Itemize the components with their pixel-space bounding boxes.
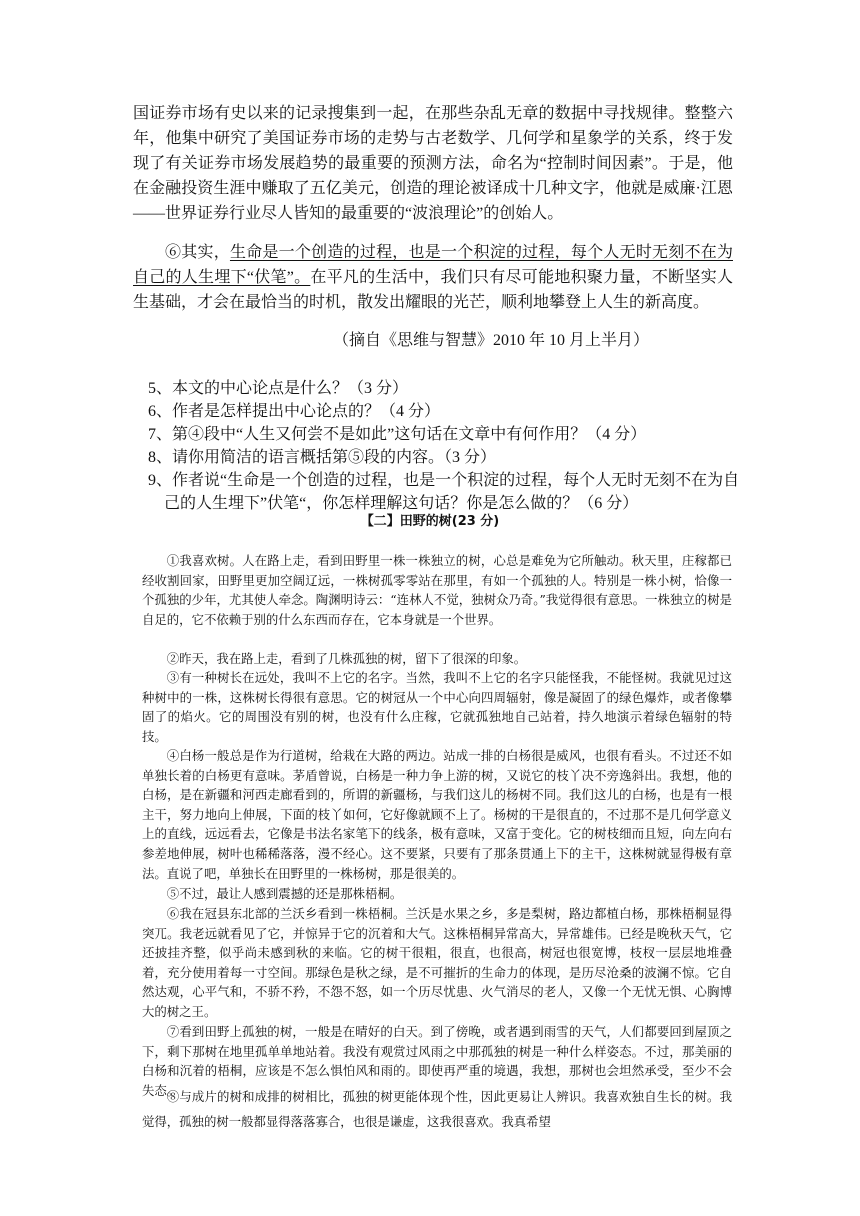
paragraph-6-underlined-sentence: 生命是一个创造的过程，也是一个积淀的过程，每个人无时无刻不在为自己的人生埋下“伏笔”。 — [133, 244, 733, 286]
question-5: 5、本文的中心论点是什么？（3 分） — [148, 380, 409, 397]
section-2-paragraph-3: ③有一种树长在远处，我叫不上它的名字。当然，我叫不上它的名字只能怪我，不能怪树。我就见过这种树中的一株，这株树长得很有意思。它的树冠从一个中心向四周辐射，像是凝固了的绿色爆炸，或者像攀固了的焰火。它的周围没有别的树，也没有什么庄稼，它就孤独地自己站着，持久地演示着绿色辐射的特技。 — [142, 670, 732, 744]
question-8: 8、请你用简洁的语言概括第⑤段的内容。（3 分） — [148, 449, 497, 466]
section-2-paragraph-6: ⑥我在冠县东北部的兰沃乡看到一株梧桐。兰沃是水果之乡，多是梨树，路边都植白杨，那株梧桐显得突兀。我老远就看见了它，并惊异于它的沉着和大气。这株梧桐异常高大，异常雄伟。已经是晚秋天气，它还披挂齐整，似乎尚未感到秋的来临。它的树干很粗，很直，也很高，树冠也很宽博，枝杈一层层地堆叠着，充分使用着每一寸空间。那绿色是秋之绿，是不可摧折的生命力的体现，是历尽沧桑的波澜不惊。它自然达观，心平气和，不骄不矜，不怨不怒，如一个历尽忧患、火气消尽的老人，又像一个无忧无惧、心胸博大的树之王。 — [142, 906, 732, 1019]
paragraph-6-rest: 在平凡的生活中，我们只有尽可能地积聚力量，不断坚实人生基础，才会在最恰当的时机，散发出耀眼的光芒，顺利地攀登上人生的新高度。 — [133, 269, 733, 311]
paragraph-6-lead: ⑥其实， — [165, 244, 230, 261]
section-2-paragraph-5: ⑤不过，最让人感到震撼的还是那株梧桐。 — [166, 886, 403, 901]
section-2-paragraph-1: ①我喜欢树。人在路上走，看到田野里一株一株独立的树，心总是难免为它所触动。秋天里，庄稼都已经收割回家，田野里更加空阔辽远，一株树孤零零站在那里，有如一个孤独的人。特别是一株小树，恰像一个孤独的少年，尤其使人牵念。陶渊明诗云：“连林人不觉，独树众乃奇。”我觉得很有意思。一株独立的树是自足的，它不依赖于别的什么东西而存在，它本身就是一个世界。 — [142, 553, 732, 627]
section-2-title: 【二】田野的树(23 分) — [360, 514, 500, 529]
section-2-paragraph-7: ⑦看到田野上孤独的树，一般是在晴好的白天。到了傍晚，或者遇到雨雪的天气，人们都要回到屋顶之下，剩下那树在地里孤单单地站着。我没有观赏过风雨之中那孤独的树是一种什么样姿态。不过，那美丽的白杨和沉着的梧桐，应该是不怎么惧怕风和雨的。即使再严重的境遇，我想，那树也会坦然承受，至少不会失态。 — [142, 1024, 732, 1098]
essay-paragraph-6 — [133, 240, 733, 315]
section-2-paragraph-4: ④白杨一般总是作为行道树，给栽在大路的两边。站成一排的白杨很是威风，也很有看头。不过还不如单独长着的白杨更有意味。茅盾曾说，白杨是一种力争上游的树，又说它的枝丫决不旁逸斜出。我想，他的白杨，是在新疆和河西走廊看到的，所谓的新疆杨，与我们这儿的杨树不同。我们这儿的白杨，也是有一根主干，努力地向上伸展，下面的枝丫如何，它好像就顾不上了。杨树的干是很直的，不过那不是几何学意义上的直线，远远看去，它像是书法名家笔下的线条，极有意味，又富于变化。它的树枝细而且短，向左向右参差地伸展，树叶也稀稀落落，漫不经心。这不要紧，只要有了那条贯通上下的主干，这株树就显得极有章法。直说了吧，单独长在田野里的一株杨树，那是很美的。 — [142, 748, 732, 881]
source-citation: （摘自《思维与智慧》2010 年 10 月上半月） — [333, 332, 650, 349]
section-2-paragraph-2: ②昨天，我在路上走，看到了几株孤独的树，留下了很深的印象。 — [166, 651, 527, 666]
question-7: 7、第④段中“人生又何尝不是如此”这句话在文章中有何作用？（4 分） — [148, 426, 647, 443]
question-6: 6、作者是怎样提出中心论点的？（4 分） — [148, 403, 441, 420]
question-9: 9、作者说“生命是一个创造的过程，也是一个积淀的过程，每个人无时无刻不在为自己的人生埋下”伏笔“，你怎样理解这句话？你是怎么做的？（6 分） — [148, 472, 740, 512]
essay-paragraph-continued: 国证券市场有史以来的记录搜集到一起，在那些杂乱无章的数据中寻找规律。整整六年，他集中研究了美国证券市场的走势与古老数学、几何学和星象学的关系，终于发现了有关证券市场发展趋势的最重要的预测方法，命名为“控制时间因素”。于是，他在金融投资生涯中赚取了五亿美元，创造的理论被译成十几种文字，他就是威廉·江恩——世界证券行业尽人皆知的最重要的“波浪理论”的创始人。 — [133, 105, 733, 222]
section-2-paragraph-8: ⑧与成片的树和成排的树相比，孤独的树更能体现个性，因此更易让人辨识。我喜欢独自生长的树。我觉得，孤独的树一般都显得落落寡合，也很是谦虚，这我很喜欢。我真希望 — [142, 1089, 732, 1129]
